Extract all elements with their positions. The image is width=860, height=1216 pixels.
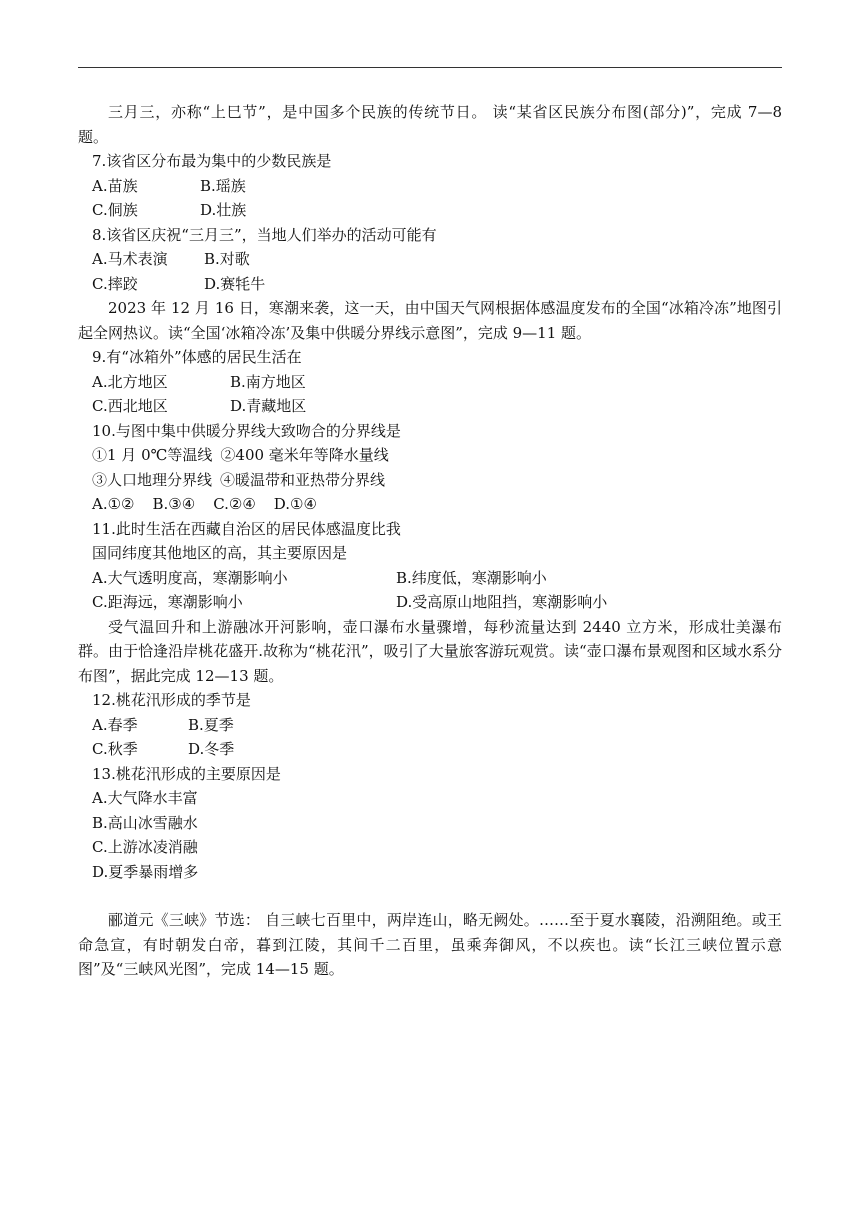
question-7-option-b: B.瑶族: [200, 176, 246, 195]
question-8-options-row-1: [78, 247, 782, 272]
document-page: [78, 100, 782, 982]
question-9-option-a: A.北方地区: [92, 372, 168, 391]
question-11-option-d: D.受高原山地阻挡，寒潮影响小: [396, 593, 608, 611]
question-9-stem: 9.有“冰箱外”体感的居民生活在: [92, 348, 302, 366]
intro-paragraph-12-13: 受气温回升和上游融冰开河影响，壶口瀑布水量骤增，每秒流量达到 2440 立方米，形成壮美瀑布群。由于恰逢沿岸桃花盛开.故称为“桃花汛”，吸引了大量旅客游玩观赏。读“壶口瀑布景观图和区域水系分布图”，据此完成 12—13 题。: [78, 617, 782, 685]
question-7-options-row-1: [78, 174, 782, 199]
question-9-options-row-1: [78, 370, 782, 395]
question-9-option-b: B.南方地区: [230, 372, 306, 391]
intro-paragraph-7-8: 三月三，亦称“上巳节”，是中国多个民族的传统节日。 读“某省区民族分布图(部分)”，完成 7—8 题。: [78, 103, 782, 146]
question-13-option-d: D.夏季暴雨增多: [92, 862, 199, 881]
question-13-option-c: C.上游冰凌消融: [92, 838, 198, 856]
question-10-statements-row-2: [78, 468, 782, 493]
section-gap: [78, 884, 782, 908]
question-10-statement-2: ②400 毫米年等降水量线: [220, 446, 389, 464]
question-7-option-d: D.壮族: [200, 201, 247, 219]
question-12-option-c: C.秋季: [92, 740, 138, 758]
question-7-option-c: C.侗族: [92, 201, 138, 219]
question-10-option-d: D.①④: [273, 495, 317, 513]
question-13-option-b: B.高山冰雪融水: [92, 813, 198, 832]
question-12-stem: 12.桃花汛形成的季节是: [92, 691, 251, 709]
question-7-option-a: A.苗族: [92, 176, 138, 195]
question-8-option-d: D.赛牦牛: [204, 274, 266, 293]
question-9-options-row-2: [78, 394, 782, 419]
question-11-stem-line-1: 11.此时生活在西藏自治区的居民体感温度比我: [92, 519, 401, 538]
question-10-option-b: B.③④: [152, 495, 196, 513]
question-12-options-row-1: [78, 713, 782, 738]
question-11-option-c: C.距海远，寒潮影响小: [92, 593, 243, 611]
question-11-stem-line-2: 国同纬度其他地区的高，其主要原因是: [92, 544, 348, 562]
question-8-option-a: A.马术表演: [92, 250, 168, 268]
header-rule: [78, 67, 782, 68]
question-10-option-a: A.①②: [92, 495, 135, 513]
question-8-stem: 8.该省区庆祝“三月三”，当地人们举办的活动可能有: [92, 225, 437, 244]
question-10-statements-row-1: [78, 443, 782, 468]
question-11-options-row-2: [78, 590, 782, 615]
question-12-options-row-2: [78, 737, 782, 762]
question-8-option-b: B.对歌: [204, 250, 250, 268]
question-10-stem: 10.与图中集中供暖分界线大致吻合的分界线是: [92, 421, 401, 440]
question-7-options-row-2: [78, 198, 782, 223]
question-10-statement-3: ③人口地理分界线: [92, 470, 213, 489]
question-12-option-d: D.冬季: [188, 740, 235, 758]
question-12-option-a: A.春季: [92, 715, 138, 734]
intro-paragraph-9-11: 2023 年 12 月 16 日，寒潮来袭，这一天，由中国天气网根据体感温度发布的全国“冰箱冷冻”地图引起全网热议。读“全国‘冰箱冷冻’及集中供暖分界线示意图”，完成 9—11 题。: [78, 299, 782, 342]
question-10-options-row: [78, 492, 782, 517]
question-7-stem: 7.该省区分布最为集中的少数民族是: [92, 152, 332, 170]
question-10-statement-1: ①1 月 0℃等温线: [92, 446, 213, 464]
question-11-option-a: A.大气透明度高，寒潮影响小: [92, 568, 288, 587]
question-11-option-b: B.纬度低，寒潮影响小: [396, 568, 547, 587]
question-13-stem: 13.桃花汛形成的主要原因是: [92, 764, 281, 783]
question-8-option-c: C.摔跤: [92, 274, 138, 293]
question-9-option-c: C.西北地区: [92, 397, 168, 415]
question-10-option-c: C.②④: [213, 495, 256, 513]
intro-paragraph-14-15: 郦道元《三峡》节选： 自三峡七百里中，两岸连山，略无阙处。……至于夏水襄陵，沿溯阻绝。或王命急宣，有时朝发白帝，暮到江陵，其间千二百里，虽乘奔御风，不以疾也。读“长江三峡位置示意图”及“三峡风光图”，完成 14—15 题。: [78, 911, 782, 978]
question-12-option-b: B.夏季: [188, 715, 234, 734]
question-10-statement-4: ④暖温带和亚热带分界线: [220, 470, 386, 489]
question-11-options-row-1: [78, 566, 782, 591]
question-9-option-d: D.青藏地区: [230, 397, 307, 415]
question-13-option-a: A.大气降水丰富: [92, 789, 198, 807]
question-8-options-row-2: [78, 272, 782, 297]
